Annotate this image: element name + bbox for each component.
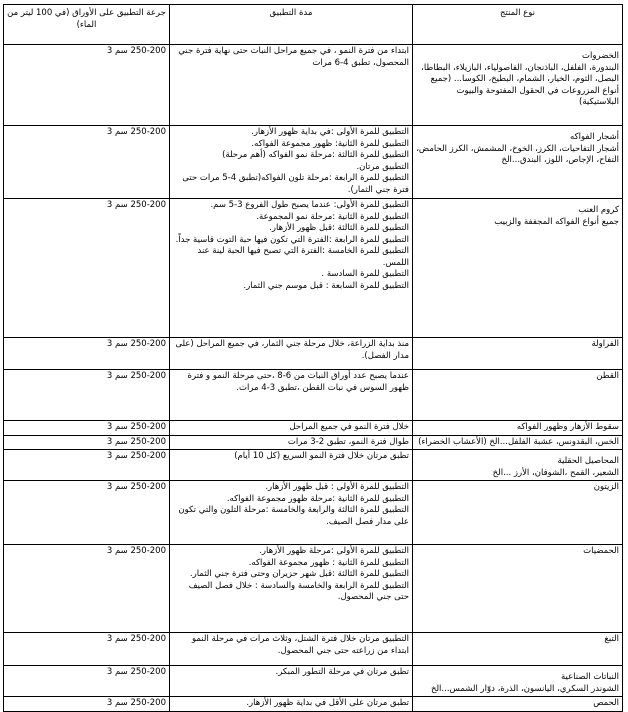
product-cell bbox=[413, 666, 623, 697]
product-cell bbox=[413, 126, 623, 199]
period-line: تطبق مرتان خلال فترة النمو السريع (كل 10 أيام) bbox=[234, 451, 409, 461]
header-application-period: مدة التطبيق bbox=[170, 5, 413, 45]
period-line: تطبق مرتان في مرحلة التطور المبكر. bbox=[275, 667, 409, 677]
product-name: أشجار الفواكه bbox=[570, 132, 619, 142]
table-row bbox=[4, 421, 623, 436]
period-line: التطبيق للمرة الثانية :مرحلة نمو المجموعة. bbox=[256, 211, 409, 222]
product-details: الشوندر السكري، اليانسون، الذرة، دوّار الشمس...الخ bbox=[430, 683, 619, 694]
period-cell bbox=[170, 450, 413, 481]
period-cell bbox=[170, 633, 413, 666]
dose-cell: 250-200 سم 3 bbox=[4, 435, 170, 450]
period-line: التطبيق للمرة السابعة : قبل موسم جني الثمار. bbox=[243, 280, 409, 291]
period-line: منذ بداية الزراعة، خلال مرحلة جني الثمار، في جميع المراحل (على مدار الفصل). bbox=[175, 339, 409, 361]
product-cell bbox=[413, 435, 623, 450]
period-line: التطبيق للمرة الخامسة :الفترة التي تصبح فيها الحبة لينة عند اللمس. bbox=[197, 246, 409, 268]
product-details: البندورة، الفلفل، الباذنجان، الفاصولياء، البازيلاء، البطاطا، البصل، الثوم، الخيار، الشمام، البطيخ، الكوسا... (جميع أنواع المزروعات في الحقول المفتوحة والبيوت البلاستيكية) bbox=[421, 62, 619, 107]
product-cell bbox=[413, 421, 623, 436]
period-line: التطبيق للمرة السادسة . bbox=[321, 269, 409, 279]
period-line: التطبيق للمرة الأولى :مرحلة ظهور الأزهار. bbox=[259, 546, 409, 556]
application-table bbox=[3, 4, 623, 712]
product-details: جميع أنواع الفواكه المجففة والزبيب bbox=[494, 216, 619, 227]
product-cell bbox=[413, 633, 623, 666]
period-line: التطبيق للمرة الثالثة :قبل شهر حزيران وحتى فترة جني الثمار. bbox=[189, 569, 409, 579]
period-line: التطبيق للمرة الرابعة والخامسة والسادسة : خلال فصل الصيف حتى جني المحصول. bbox=[188, 580, 409, 602]
period-line: التطبيق للمرة الأولى : قبل ظهور الأزهار. bbox=[265, 482, 409, 492]
period-line: تطبق مرتان على الأقل في بداية ظهور الأزهار. bbox=[246, 698, 409, 708]
product-name: النباتات الصناعية bbox=[560, 672, 619, 682]
table-row bbox=[4, 481, 623, 545]
dose-cell: 250-200 سم 3 bbox=[4, 450, 170, 481]
product-name: القطن bbox=[596, 371, 619, 381]
period-cell bbox=[170, 421, 413, 436]
table-row bbox=[4, 697, 623, 712]
period-line: ابتداء من فترة النمو ، في جميع مراحل النبات حتى نهاية فترة جني المحصول، تطبق 4-6 مرات bbox=[178, 46, 409, 68]
period-cell bbox=[170, 199, 413, 338]
period-line: التطبيق مرتان. bbox=[356, 161, 409, 172]
period-line: التطبيق للمرة الأولى: عندما يصبح طول الفروع 3-5 سم. bbox=[210, 200, 409, 210]
period-line: التطبيق للمرة الأولى :في بداية ظهور الأزهار. bbox=[251, 127, 409, 137]
product-details: الشعير، القمح ،الشوفان، الأرز ...الخ bbox=[492, 467, 619, 478]
product-cell bbox=[413, 370, 623, 421]
dose-cell: 250-200 سم 3 bbox=[4, 370, 170, 421]
period-line: التطبيق للمرة الرابعة :الفترة التي تكون فيها حبة التوت قاسية جداً. bbox=[175, 234, 409, 245]
dose-cell: 250-200 سم 3 bbox=[4, 126, 170, 199]
period-line: طوال فترة النمو، تطبق 2-3 مرات bbox=[287, 436, 409, 447]
period-line: التطبيق مرتان خلال فترة الشتل، وثلاث مرات في مرحلة النمو ابتداء من زراعته حتى جني المحصول. bbox=[191, 634, 409, 656]
table-row bbox=[4, 199, 623, 338]
product-cell bbox=[413, 697, 623, 712]
dose-cell: 250-200 سم 3 bbox=[4, 338, 170, 370]
header-product-type: نوع المنتج bbox=[413, 5, 623, 45]
table-row bbox=[4, 450, 623, 481]
product-name: كروم العنب bbox=[578, 205, 619, 215]
period-cell bbox=[170, 45, 413, 126]
table-row bbox=[4, 545, 623, 633]
dose-cell: 250-200 سم 3 bbox=[4, 697, 170, 712]
product-cell bbox=[413, 545, 623, 633]
period-line: التطبيق للمرة الرابعة :مرحلة تلون الفواكه(تطبق 4-5 مرات حتى فترة جني الثمار). bbox=[182, 173, 409, 195]
product-name: الخضروات bbox=[582, 51, 619, 61]
product-name: الحمضيات bbox=[583, 546, 619, 556]
period-line: خلال فترة النمو في جميع المراحل bbox=[289, 422, 409, 432]
period-cell bbox=[170, 666, 413, 697]
product-cell bbox=[413, 338, 623, 370]
dose-cell: 250-200 سم 3 bbox=[4, 545, 170, 633]
period-cell bbox=[170, 697, 413, 712]
product-cell bbox=[413, 45, 623, 126]
product-details: أشجار التفاحيات، الكرز، الخوخ، المشمش، الكرز الحامض، التفاح، الإجاص، اللوز، البندق...الخ bbox=[416, 143, 619, 165]
period-cell bbox=[170, 435, 413, 450]
period-line: التطبيق للمرة الثالثة والرابعة والخامسة :مرحلة التلون والتي تكون على مدار فصل الصيف. bbox=[178, 505, 409, 527]
period-line: التطبيق للمرة الثانية: ظهور مجموعة الفواكه. bbox=[251, 138, 409, 149]
period-cell bbox=[170, 126, 413, 199]
dose-cell: 250-200 سم 3 bbox=[4, 481, 170, 545]
table-row bbox=[4, 633, 623, 666]
period-line: التطبيق للمرة الثالثة :قبل ظهور الأزهار. bbox=[269, 223, 409, 233]
table-row bbox=[4, 370, 623, 421]
period-cell bbox=[170, 338, 413, 370]
header-row bbox=[4, 5, 623, 45]
table-row bbox=[4, 666, 623, 697]
period-cell bbox=[170, 370, 413, 421]
period-cell bbox=[170, 481, 413, 545]
product-name: الخس، البقدونس، عشبة الفلفل...الخ (الأعشاب الخضراء) bbox=[418, 436, 619, 447]
period-line: عندما يصبح عدد أوراق النبات من 6-8 ،حتى مرحلة النمو و فترة ظهور السوس في نبات القطن ،تطبق 3-4 مرات. bbox=[187, 371, 409, 393]
period-line: التطبيق للمرة الثانية : ظهور مجموعة الفواكه. bbox=[248, 557, 409, 568]
product-cell bbox=[413, 481, 623, 545]
dose-cell: 250-200 سم 3 bbox=[4, 666, 170, 697]
table-row bbox=[4, 45, 623, 126]
period-line: التطبيق للمرة الثالثة :مرحلة نمو الفواكه (أهم مرحلة) bbox=[222, 150, 409, 160]
product-name: التبغ bbox=[604, 634, 619, 644]
dose-cell: 250-200 سم 3 bbox=[4, 633, 170, 666]
dose-cell: 250-200 سم 3 bbox=[4, 45, 170, 126]
table-body bbox=[4, 45, 623, 712]
period-line: التطبيق للمرة الثانية :مرحلة ظهور مجموعة الفواكه. bbox=[226, 493, 409, 504]
product-name: الزيتون bbox=[593, 482, 619, 492]
table-row bbox=[4, 435, 623, 450]
dose-cell: 250-200 سم 3 bbox=[4, 199, 170, 338]
table-row bbox=[4, 338, 623, 370]
product-name: الفراولة bbox=[591, 339, 619, 349]
product-name: المحاصيل الحقلية bbox=[557, 456, 619, 466]
product-cell bbox=[413, 450, 623, 481]
table-row bbox=[4, 126, 623, 199]
product-cell bbox=[413, 199, 623, 338]
product-name: الحمص bbox=[593, 698, 619, 708]
product-name: سقوط الأزهار وظهور الفواكه bbox=[516, 422, 619, 432]
dose-cell: 250-200 سم 3 bbox=[4, 421, 170, 436]
header-dose: جرعة التطبيق على الأوراق (في 100 ليتر من الماء) bbox=[4, 5, 170, 45]
period-cell bbox=[170, 545, 413, 633]
